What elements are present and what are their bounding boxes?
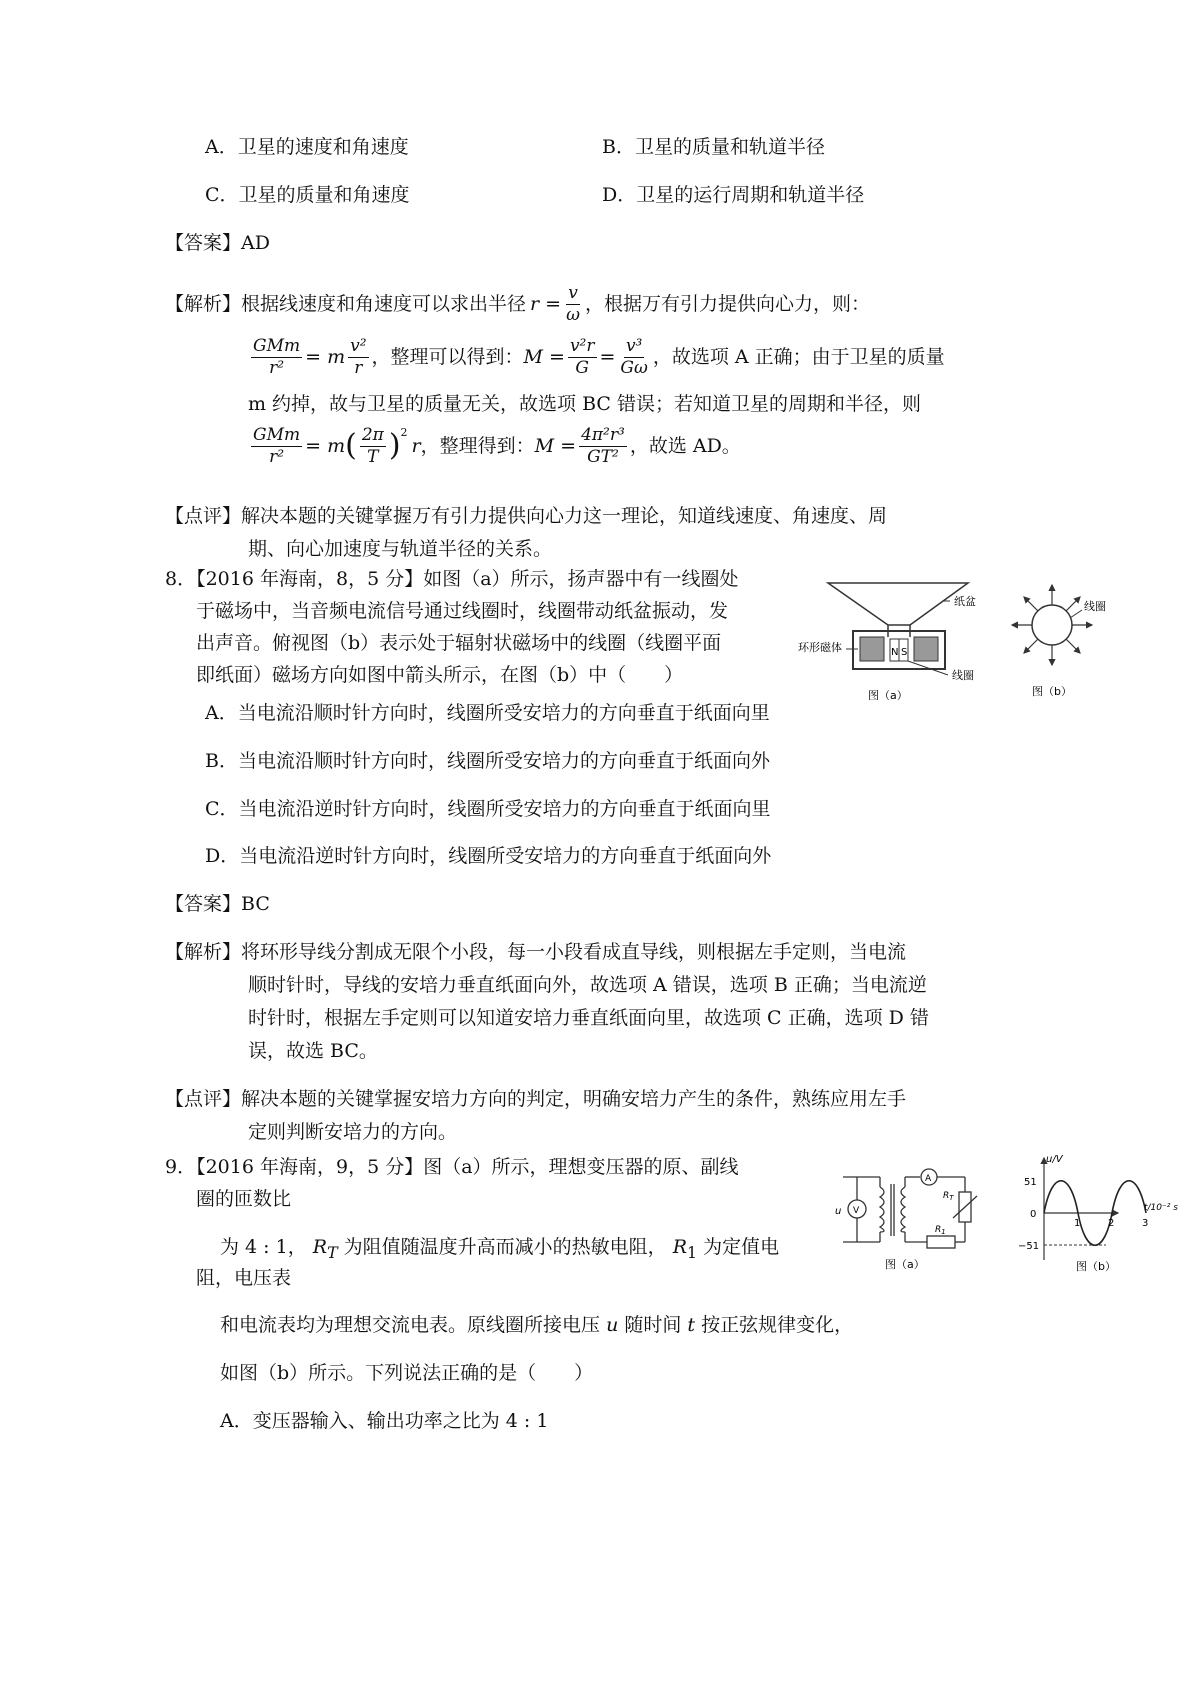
q8-comment-line-2: 定则判断安培力的方向。 <box>248 1121 458 1143</box>
q7-option-c: C．卫星的质量和角速度 <box>205 184 410 206</box>
q8-option-c: C．当电流沿逆时针方向时，线圈所受安培力的方向垂直于纸面向里 <box>205 798 771 820</box>
ammeter-label: A <box>925 1174 932 1184</box>
q7-option-d: D．卫星的运行周期和轨道半径 <box>602 184 865 206</box>
eq2-f2-num: v³ <box>625 336 643 356</box>
y-axis-label: u/V <box>1046 1154 1063 1165</box>
tick-0: 0 <box>1030 1209 1037 1220</box>
paper-cone-label: 纸盆 <box>954 595 976 608</box>
rt-symbol: R <box>312 1236 328 1258</box>
figure-a-caption: 图（a） <box>868 689 908 700</box>
tick-3: 3 <box>1142 1218 1149 1229</box>
q8-stem-line-3: 出声音。俯视图（b）表示处于辐射状磁场中的线圈（线圈平面 <box>196 632 722 654</box>
q7-answer: 【答案】AD <box>165 232 270 254</box>
voltmeter-label: V <box>853 1206 860 1216</box>
eq4-num: 4π²r³ <box>581 425 625 445</box>
tick-neg51: −51 <box>1018 1241 1040 1252</box>
q7-analysis-line-3: m 约掉，故与卫星的质量无关，故选项 BC 错误；若知道卫星的周期和半径，则 <box>248 393 921 415</box>
eq2-f1-den: G <box>575 357 590 378</box>
eq4-m: M = <box>534 434 577 457</box>
q9-option-a: A．变压器输入、输出功率之比为 4 : 1 <box>220 1410 549 1432</box>
q8-analysis-line-2: 顺时针时，导线的安培力垂直纸面向外，故选项 A 错误，选项 B 正确；当电流逆 <box>248 974 927 996</box>
eq4-tail: ，故选 AD。 <box>629 434 741 457</box>
eq3-mid: = m <box>305 434 346 457</box>
q7-analysis-line-2 <box>248 337 945 377</box>
speaker-s-label: S <box>901 647 908 658</box>
eq1-rhs <box>348 337 368 377</box>
eq3-r: r <box>411 434 421 457</box>
eq3-lhs-num: GMm <box>253 425 301 445</box>
eq1-text: ，整理可以得到： <box>371 345 524 368</box>
eq3-inner-den: T <box>367 446 379 467</box>
eq3-left-paren: ( <box>345 428 357 464</box>
eq3-right-paren: ) <box>388 428 401 464</box>
r1-symbol: R <box>672 1236 688 1258</box>
circuit-u-label: u <box>835 1206 842 1217</box>
eq3-inner <box>360 426 386 466</box>
ring-magnet-label: 环形磁体 <box>798 641 842 654</box>
q8-analysis-line-4: 误，故选 BC。 <box>248 1040 378 1062</box>
eq4-frac <box>579 426 627 466</box>
tick-2: 2 <box>1108 1218 1115 1229</box>
q9-stem-line-2: 圈的匝数比 <box>196 1188 292 1210</box>
q9-stem-line-1: 9．【2016 年海南，9，5 分】图（a）所示，理想变压器的原、副线 <box>165 1156 739 1178</box>
coil-label-b: 线圈 <box>1084 600 1106 613</box>
q7-comment-line-1: 【点评】解决本题的关键掌握万有引力提供向心力这一理论，知道线速度、角速度、周 <box>165 505 888 527</box>
q9-stem-line-5 <box>220 1314 853 1337</box>
circuit-rt-label: $R_T$ <box>943 1191 954 1202</box>
r-formula: r = <box>530 292 562 315</box>
u-symbol: u <box>606 1314 619 1336</box>
eq1-mid: = m <box>305 345 346 368</box>
q8-analysis-line-1: 【解析】将环形导线分割成无限个小段，每一小段看成直导线，则根据左手定则，当电流 <box>165 941 907 963</box>
eq3-lhs-den: r² <box>269 446 285 467</box>
q9-stem-line-6: 如图（b）所示。下列说法正确的是（ ） <box>220 1362 594 1384</box>
figure-b-caption: 图（b） <box>1032 685 1072 698</box>
q7-analysis-line-4 <box>248 426 741 466</box>
q9-sine-text: 按正弦规律变化， <box>701 1314 854 1336</box>
circuit-r1-label: $R_1$ <box>935 1225 946 1236</box>
eq1-rhs-num: v² <box>350 336 367 356</box>
rt-subscript: T <box>327 1242 338 1262</box>
eq1-lhs-den: r² <box>269 357 285 378</box>
q9-time-text: 随时间 <box>624 1314 682 1336</box>
q8-option-d: D．当电流沿逆时针方向时，线圈所受安培力的方向垂直于纸面向外 <box>205 845 772 867</box>
eq1-lhs-num: GMm <box>253 336 301 356</box>
q9-fixed-resistor-text: 为定值电 <box>703 1236 780 1258</box>
eq3-inner-num: 2π <box>361 425 384 445</box>
eq2-m: M = <box>523 345 565 368</box>
eq2-eq: = <box>599 345 616 368</box>
q7-analysis-after-r: ，根据万有引力提供向心力，则： <box>584 292 870 315</box>
eq1-lhs <box>251 337 302 377</box>
r-fraction-den: ω <box>566 304 580 325</box>
q8-answer: 【答案】BC <box>165 893 270 915</box>
eq2-tail: ，故选项 A 正确；由于卫星的质量 <box>652 345 945 368</box>
q8-analysis-line-3: 时针时，根据左手定则可以知道安培力垂直纸面向里，故选项 C 正确，选项 D 错 <box>248 1007 929 1029</box>
q8-stem-line-1: 8．【2016 年海南，8，5 分】如图（a）所示，扬声器中有一线圈处 <box>165 568 739 590</box>
speaker-figure-a <box>798 575 988 700</box>
q9-stem-line-3 <box>220 1236 779 1262</box>
transformer-circuit-figure-a <box>835 1162 985 1272</box>
r-fraction <box>564 284 582 324</box>
q7-comment-line-2: 期、向心加速度与轨道半径的关系。 <box>248 538 553 560</box>
tick-1: 1 <box>1074 1218 1081 1229</box>
eq3-text: ，整理得到： <box>420 434 535 457</box>
sine-wave-figure-b <box>1010 1150 1190 1275</box>
coil-label-a: 线圈 <box>952 669 974 682</box>
q7-analysis-prefix: 【解析】根据线速度和角速度可以求出半径 <box>165 292 527 315</box>
eq4-den: GT² <box>587 446 619 467</box>
eq2-f1 <box>568 337 597 377</box>
q8-option-a: A．当电流沿顺时针方向时，线圈所受安培力的方向垂直于纸面向里 <box>205 702 770 724</box>
eq2-f2 <box>618 337 649 377</box>
x-axis-label: t/10⁻² s <box>1144 1203 1178 1213</box>
q9-meter-text: 和电流表均为理想交流电表。原线圈所接电压 <box>220 1314 601 1336</box>
radial-field-figure-b <box>1002 580 1132 700</box>
q7-option-a: A．卫星的速度和角速度 <box>205 136 409 158</box>
q8-comment-line-1: 【点评】解决本题的关键掌握安培力方向的判定，明确安培力产生的条件，熟练应用左手 <box>165 1088 907 1110</box>
q8-stem-line-2: 于磁场中，当音频电流信号通过线圈时，线圈带动纸盆振动，发 <box>196 600 729 622</box>
eq2-f1-num: v²r <box>569 336 595 356</box>
q9-thermistor-text: 为阻值随温度升高而减小的热敏电阻， <box>343 1236 667 1258</box>
eq3-square: 2 <box>400 426 408 439</box>
q9-ratio-text: 为 4 : 1， <box>220 1236 307 1258</box>
q9-stem-line-4: 阻，电压表 <box>196 1267 292 1289</box>
eq2-f2-den: Gω <box>620 357 648 378</box>
eq1-rhs-den: r <box>354 357 363 378</box>
q8-option-b: B．当电流沿顺时针方向时，线圈所受安培力的方向垂直于纸面向外 <box>205 750 770 772</box>
tick-51: 51 <box>1024 1177 1037 1188</box>
q7-option-b: B．卫星的质量和轨道半径 <box>602 136 825 158</box>
r-fraction-num: v <box>568 283 578 303</box>
t-symbol: t <box>687 1314 696 1336</box>
circuit-figure-a-caption: 图（a） <box>885 1258 925 1271</box>
eq3-lhs <box>251 426 302 466</box>
r1-subscript: 1 <box>687 1242 698 1262</box>
sine-figure-b-caption: 图（b） <box>1076 1260 1116 1273</box>
speaker-n-label: N <box>891 647 899 658</box>
q7-analysis-line-1 <box>165 284 870 324</box>
q8-stem-line-4: 即纸面）磁场方向如图中箭头所示，在图（b）中（ ） <box>196 664 684 686</box>
